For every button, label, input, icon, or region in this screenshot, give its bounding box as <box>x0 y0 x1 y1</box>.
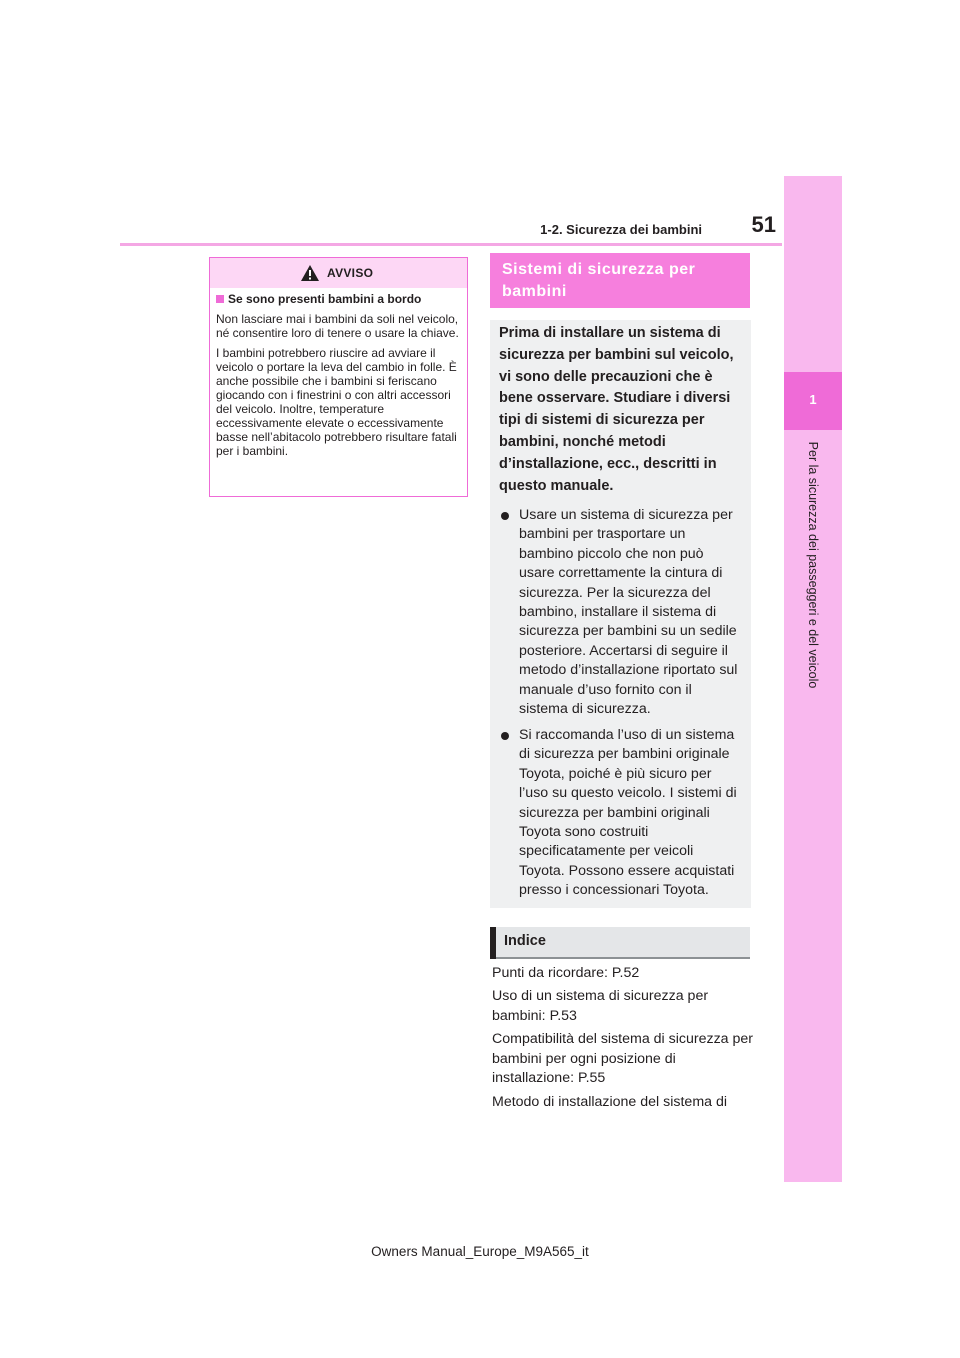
warning-body <box>216 292 462 464</box>
index-heading-bar <box>490 927 496 959</box>
warning-header <box>210 258 467 288</box>
warning-label: AVVISO <box>327 266 374 280</box>
index-link-uso-sistema[interactable]: Uso di un sistema di sicurezza per bambini: P.53 <box>492 988 709 1024</box>
list-item <box>499 726 745 906</box>
warning-triangle-icon <box>300 264 320 282</box>
header-rule <box>120 243 782 246</box>
warning-paragraph: Non lasciare mai i bambini da soli nel veicolo, né consentire loro di tenere o usare la chiave. <box>216 312 459 340</box>
intro-lead-text: Prima di installare un sistema di sicurezza per bambini sul veicolo, vi sono delle precauzioni che è bene osservare. Studiare i diversi tipi di sistemi di sicurezza per bambini, nonché metodi d’installazione, ecc., descritti in questo manuale. <box>499 325 734 494</box>
index-heading: Indice <box>504 933 546 949</box>
warning-subtitle: Se sono presenti bambini a bordo <box>228 292 422 306</box>
chapter-number: 1 <box>809 392 817 407</box>
index-link-compatibilita[interactable]: Compatibilità del sistema di sicurezza per bambini per ogni posizione di installazione: P.55 <box>492 1031 754 1086</box>
warning-box <box>209 257 468 497</box>
page-number: 51 <box>751 212 776 237</box>
square-bullet-icon <box>216 295 224 303</box>
section-heading: Sistemi di sicurezza per bambini <box>502 261 696 300</box>
index-link-metodo-installazione[interactable]: Metodo di installazione del sistema di <box>492 1094 728 1110</box>
bullet-dot-icon <box>501 512 509 520</box>
chapter-title: Per la sicurezza dei passeggeri e del veicolo <box>806 441 820 689</box>
bullet-dot-icon <box>501 732 509 740</box>
list-item-text: Usare un sistema di sicurezza per bambini per trasportare un bambino piccolo che non può usare correttamente la cintura di sicurezza. Per la sicurezza del bambino, installare il sistema di sicurezza per bambini su un sedile posteriore. Accertarsi di seguire il metodo d’installazione riportato sul manuale d’uso fornito con il sistema di sicurezza. <box>519 507 738 718</box>
index-link-punti-da-ricordare[interactable]: Punti da ricordare: P.52 <box>492 965 640 981</box>
list-item <box>499 506 745 716</box>
footer-text: Owners Manual_Europe_M9A565_it <box>371 1244 589 1259</box>
warning-subtitle-line <box>216 292 462 306</box>
section-title: 1-2. Sicurezza dei bambini <box>540 222 702 237</box>
warning-paragraph: I bambini potrebbero riuscire ad avviare il veicolo o portare la leva del cambio in folle. È anche possibile che i bambini si feriscano giocando con i finestrini o con altri accessori del veicolo. Inoltre, temperature eccessivamente elevate o eccessivamente basse nell’abitacolo potrebbero risultare fatali per i bambini. <box>216 346 457 458</box>
list-item-text: Si raccomanda l’uso di un sistema di sicurezza per bambini originale Toyota, poiché è più sicuro per l’uso su questo veicolo. I sistemi di sicurezza per bambini originali Toyota sono costruiti specificatamente per veicoli Toyota. Possono essere acquistati presso i concessionari Toyota. <box>519 727 737 899</box>
